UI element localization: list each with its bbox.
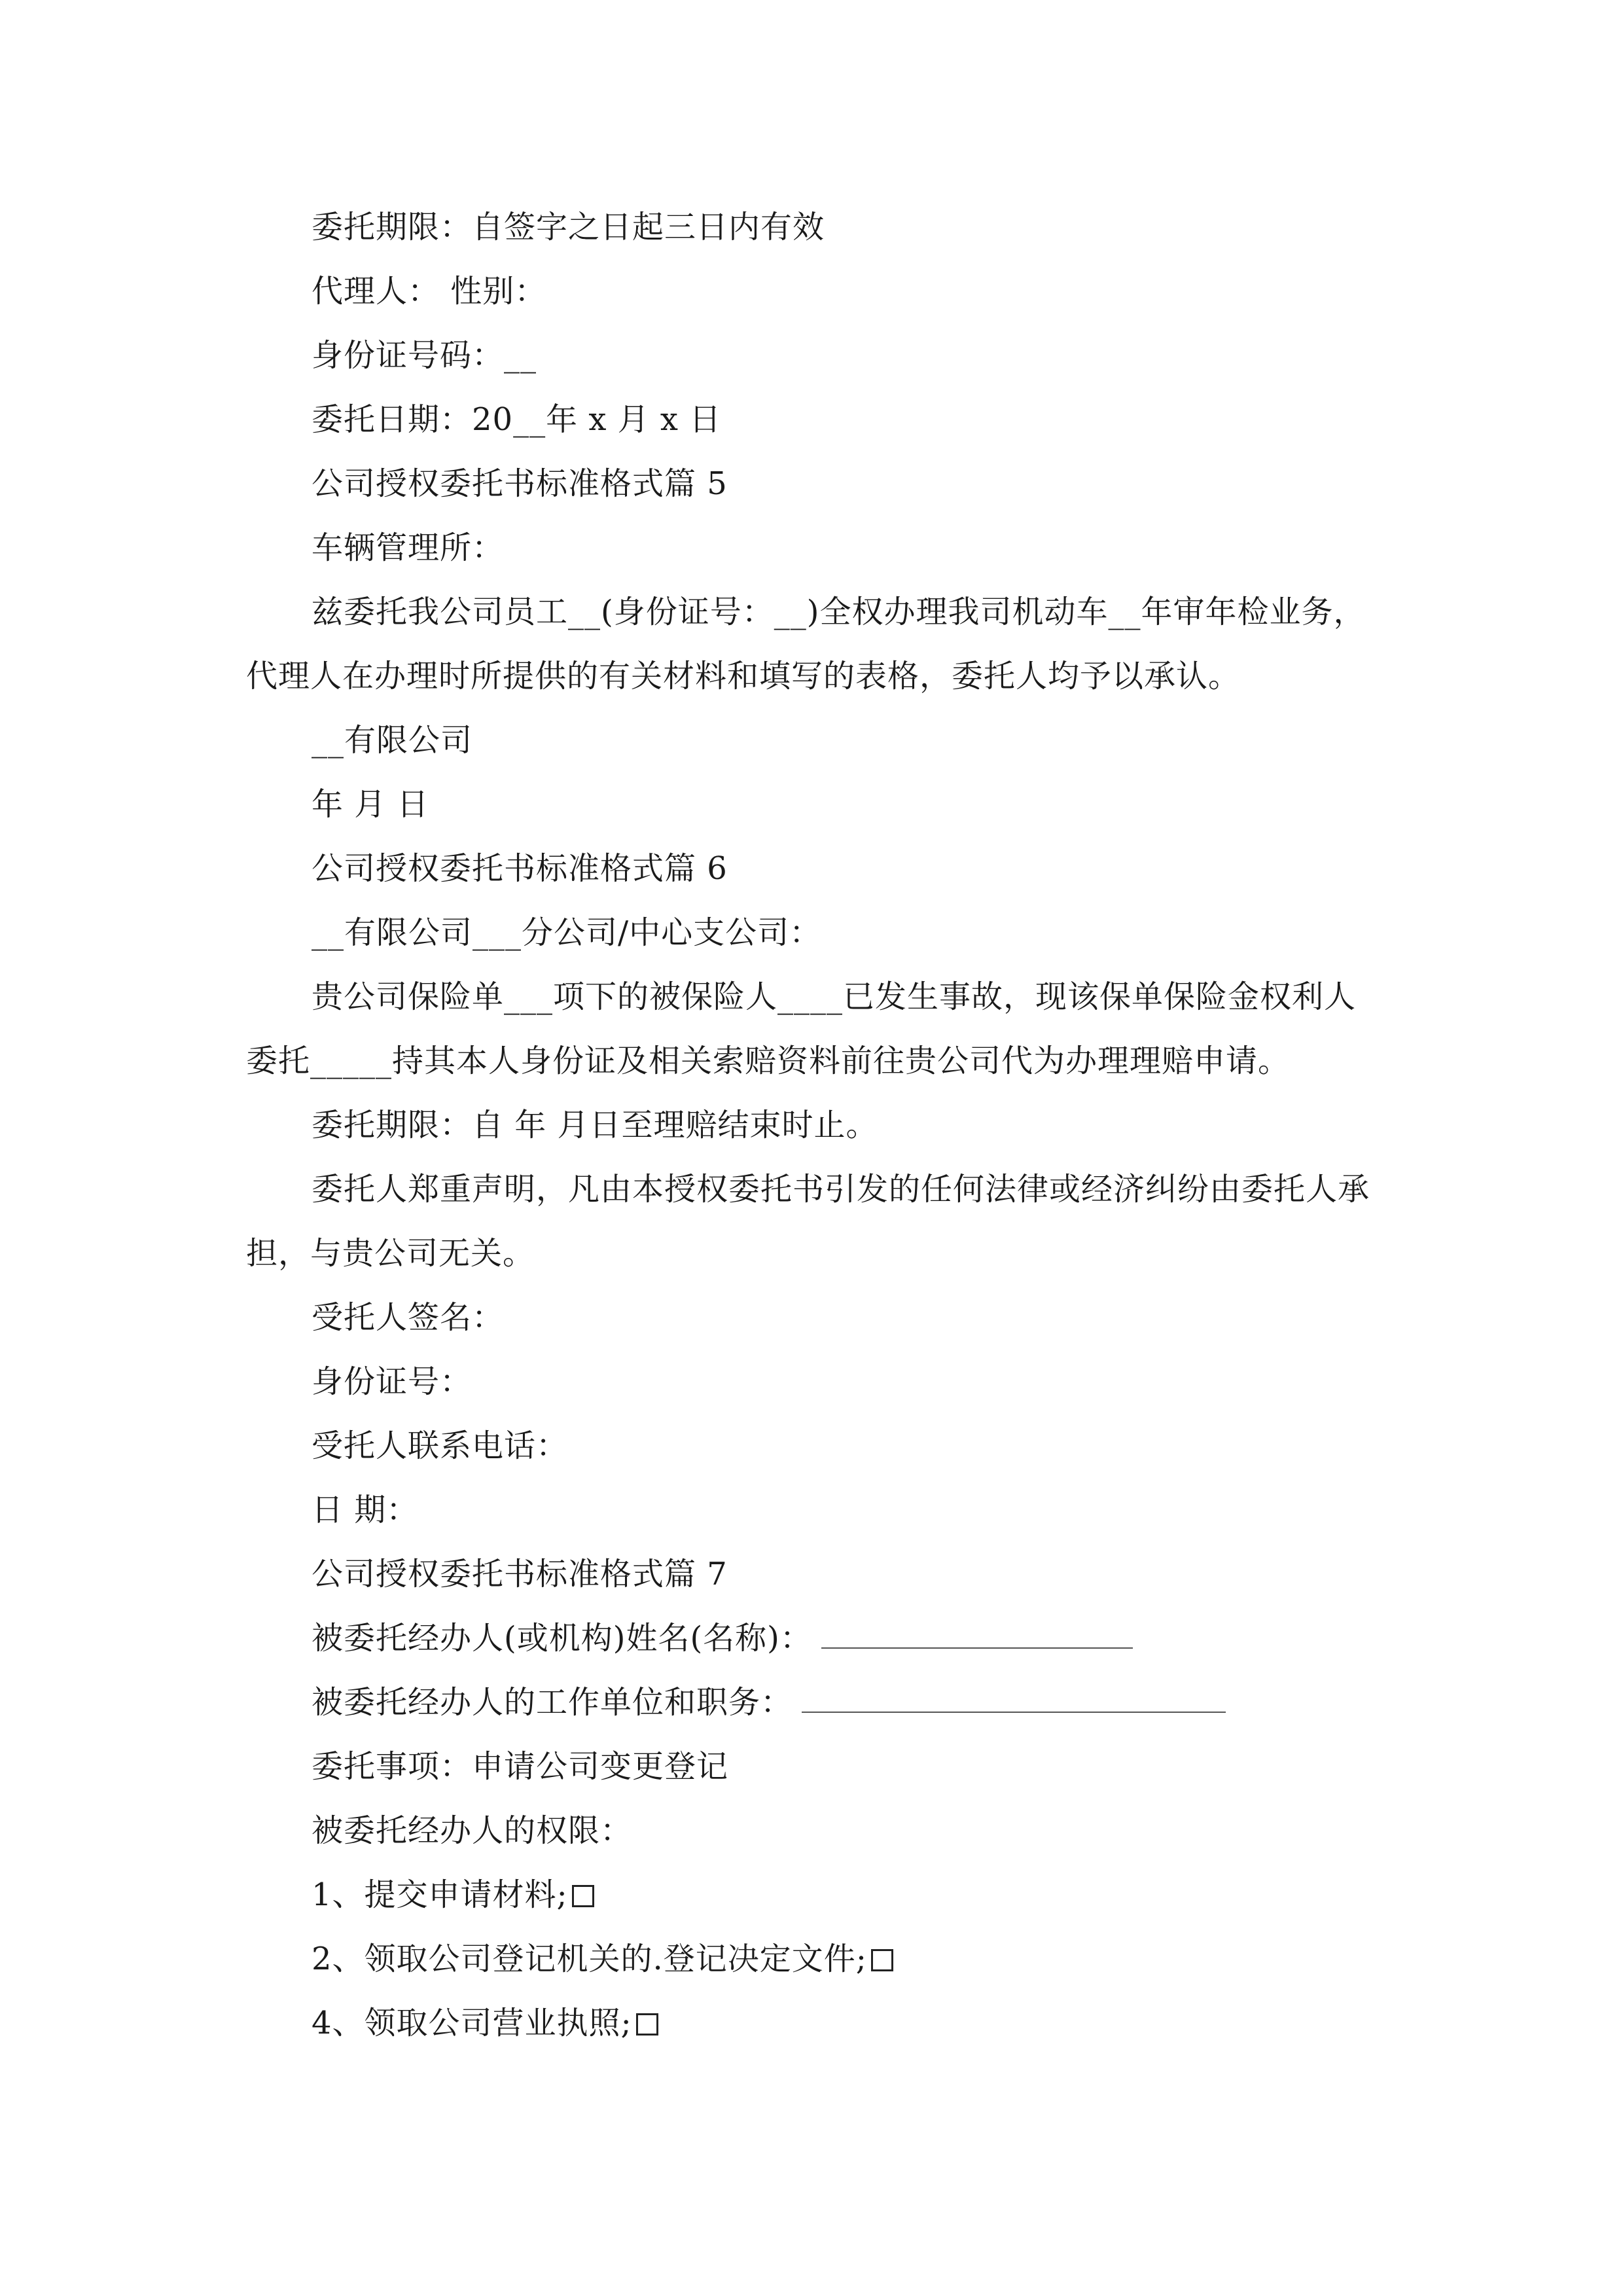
checkbox-icon [871,1949,893,1971]
trustee-signature-line: 受托人签名： [312,1299,505,1336]
delegate-name-row [0,1606,1623,1670]
checkbox-icon [636,2013,658,2036]
authority-item-4 [0,1991,1623,2055]
section-heading-7: 公司授权委托书标准格式篇 7 [312,1556,728,1592]
body-paragraph-line: 兹委托我公司员工__(身份证号：__)全权办理我司机动车__年审年检业务， [312,594,1366,630]
delegate-work-label: 被委托经办人的工作单位和职务： [312,1684,793,1721]
trustee-phone-line: 受托人联系电话： [312,1427,569,1464]
body-paragraph-continuation: 代理人在办理时所提供的有关材料和填写的表格，委托人均予以承认。 [246,658,1241,694]
entrust-date-line: 委托日期：20__年 x 月 x 日 [312,401,722,438]
section-heading-6: 公司授权委托书标准格式篇 6 [312,850,728,887]
delegate-work-row [0,1670,1623,1734]
authority-item-4-label: 4、领取公司营业执照; [312,2005,632,2041]
recipient-line: 车辆管理所： [312,529,505,566]
authority-item-2 [0,1927,1623,1991]
authority-item-1-label: 1、提交申请材料; [312,1876,568,1913]
date-field-line: 日 期： [312,1492,419,1528]
body-paragraph-line: 贵公司保险单___项下的被保险人____已发生事故，现该保单保险金权利人 [312,978,1357,1015]
delegate-authority-line: 被委托经办人的权限： [312,1812,633,1849]
company-name-line: __有限公司 [312,722,473,759]
entrust-period-line: 委托期限：自签字之日起三日内有效 [312,209,825,245]
declaration-continuation: 担，与贵公司无关。 [246,1235,535,1272]
body-paragraph-continuation: 委托_____持其本人身份证及相关索赔资料前往贵公司代为办理理赔申请。 [246,1043,1291,1079]
entrust-period-line: 委托期限：自 年 月日至理赔结束时止。 [312,1107,878,1143]
id-number-line: 身份证号： [312,1363,473,1400]
checkbox-icon [572,1885,594,1907]
authority-item-1 [0,1863,1623,1927]
authority-item-2-label: 2、领取公司登记机关的.登记决定文件; [312,1941,867,1977]
section-heading-5: 公司授权委托书标准格式篇 5 [312,465,728,502]
delegate-name-label: 被委托经办人(或机构)姓名(名称)： [312,1620,812,1657]
id-number-line: 身份证号码：__ [312,337,537,374]
delegate-work-blank [802,1685,1226,1713]
agent-gender-line: 代理人： 性别： [312,273,547,310]
entrust-matter-line: 委托事项：申请公司变更登记 [312,1748,729,1785]
recipient-line: __有限公司___分公司/中心支公司： [312,914,822,951]
date-line: 年 月 日 [312,786,429,823]
delegate-name-blank [821,1621,1133,1649]
declaration-line: 委托人郑重声明，凡由本授权委托书引发的任何法律或经济纠纷由委托人承 [312,1171,1370,1208]
